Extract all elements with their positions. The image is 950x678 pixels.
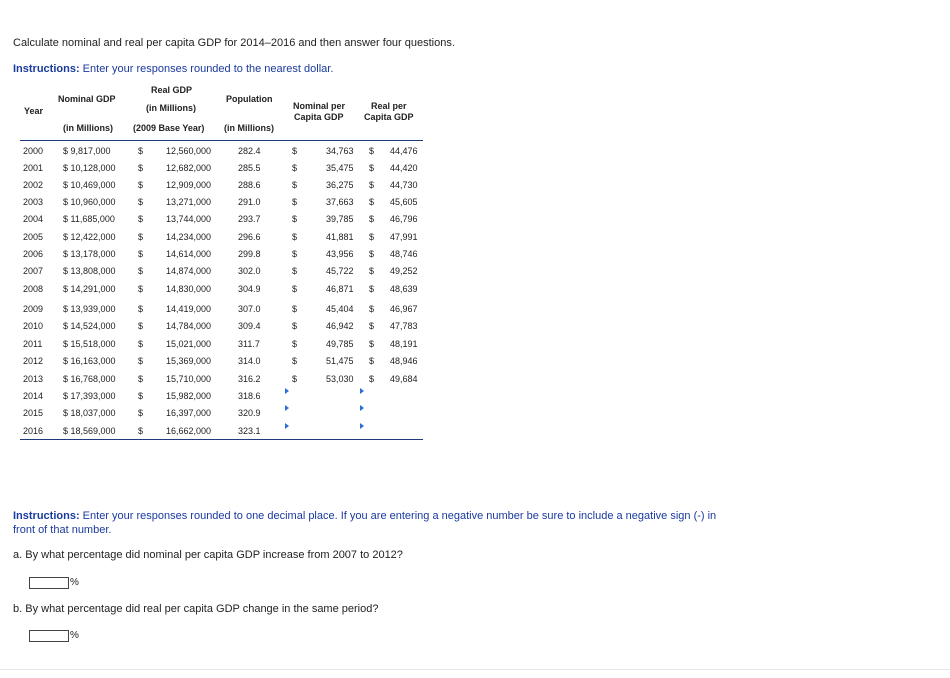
cell-nominal-pc-gdp: 46,942 bbox=[326, 321, 354, 331]
cell-real-pc-currency: $ bbox=[369, 163, 375, 173]
cell-nominal-gdp: $ 12,422,000 bbox=[63, 232, 116, 242]
cell-nominal-pc-currency: $ bbox=[292, 163, 298, 173]
cell-population: 282.4 bbox=[238, 146, 261, 156]
cell-year: 2009 bbox=[23, 304, 44, 314]
question-b: b. By what percentage did real per capita GDP change in the same period? bbox=[13, 603, 379, 615]
cell-real-pc-gdp: 46,796 bbox=[390, 214, 418, 224]
cell-real-pc-gdp: 48,946 bbox=[390, 356, 418, 366]
cell-nominal-gdp: $ 10,960,000 bbox=[63, 197, 116, 207]
cell-nominal-pc-gdp: 51,475 bbox=[326, 356, 354, 366]
header-nominal-gdp: Nominal GDP bbox=[58, 94, 116, 104]
cell-nominal-pc-currency: $ bbox=[292, 321, 298, 331]
cell-real-pc-gdp: 48,746 bbox=[390, 249, 418, 259]
instructions-text: Enter your responses rounded to the nearest dollar. bbox=[79, 63, 334, 75]
cell-nominal-gdp: $ 13,808,000 bbox=[63, 266, 116, 276]
cell-real-pc-gdp: 44,420 bbox=[390, 163, 418, 173]
answer-b-input[interactable] bbox=[29, 630, 69, 642]
cell-year: 2011 bbox=[23, 339, 43, 349]
cell-population: 311.7 bbox=[238, 339, 260, 349]
cell-real-pc-gdp: 48,191 bbox=[390, 339, 418, 349]
cell-nominal-gdp: $ 10,469,000 bbox=[63, 180, 116, 190]
cell-real-gdp: 15,710,000 bbox=[166, 374, 212, 384]
cell-population: 316.2 bbox=[238, 374, 261, 384]
percent-sign: % bbox=[70, 630, 79, 641]
cell-real-pc-gdp: 49,252 bbox=[390, 266, 418, 276]
cell-real-gdp: 14,830,000 bbox=[166, 284, 212, 294]
cell-real-gdp: 14,784,000 bbox=[166, 321, 212, 331]
header-real-pc-2: Capita GDP bbox=[364, 112, 414, 122]
cell-real-pc-currency: $ bbox=[369, 249, 375, 259]
cell-population: 307.0 bbox=[238, 304, 261, 314]
instructions-label: Instructions: bbox=[13, 510, 80, 522]
cell-real-gdp-currency: $ bbox=[138, 408, 144, 418]
cell-population: 302.0 bbox=[238, 266, 261, 276]
header-population: Population bbox=[226, 94, 273, 104]
cell-nominal-pc-gdp: 34,763 bbox=[326, 146, 354, 156]
cell-population: 323.1 bbox=[238, 426, 261, 436]
cell-population: 291.0 bbox=[238, 197, 261, 207]
header-real-gdp: Real GDP bbox=[151, 85, 193, 95]
header-nominal-pc-1: Nominal per bbox=[293, 101, 346, 111]
cell-nominal-gdp: $ 16,768,000 bbox=[63, 374, 116, 384]
cell-nominal-gdp: $ 17,393,000 bbox=[63, 391, 116, 401]
instructions-label: Instructions: bbox=[13, 63, 80, 75]
cell-real-gdp: 15,369,000 bbox=[166, 356, 212, 366]
cell-population: 299.8 bbox=[238, 249, 261, 259]
cell-year: 2016 bbox=[23, 426, 44, 436]
instructions-decimal bbox=[13, 509, 733, 537]
cell-real-gdp: 12,560,000 bbox=[166, 146, 212, 156]
nominal-pc-dropdown-arrow-icon[interactable] bbox=[285, 405, 289, 411]
real-pc-dropdown-arrow-icon[interactable] bbox=[360, 405, 364, 411]
cell-nominal-gdp: $ 13,939,000 bbox=[63, 304, 116, 314]
cell-year: 2005 bbox=[23, 232, 44, 242]
cell-real-gdp-currency: $ bbox=[138, 304, 144, 314]
cell-year: 2014 bbox=[23, 391, 44, 401]
cell-real-gdp-currency: $ bbox=[138, 163, 144, 173]
cell-nominal-pc-currency: $ bbox=[292, 304, 298, 314]
cell-nominal-pc-currency: $ bbox=[292, 284, 298, 294]
cell-year: 2012 bbox=[23, 356, 44, 366]
cell-nominal-pc-currency: $ bbox=[292, 197, 298, 207]
cell-real-pc-currency: $ bbox=[369, 304, 375, 314]
cell-population: 293.7 bbox=[238, 214, 261, 224]
cell-real-gdp-currency: $ bbox=[138, 146, 144, 156]
page-title: Calculate nominal and real per capita GDP for 2014–2016 and then answer four questions. bbox=[13, 37, 455, 49]
cell-real-gdp-currency: $ bbox=[138, 214, 144, 224]
cell-year: 2010 bbox=[23, 321, 44, 331]
cell-population: 318.6 bbox=[238, 391, 261, 401]
cell-real-gdp: 15,982,000 bbox=[166, 391, 212, 401]
header-real-pc-1: Real per bbox=[371, 101, 407, 111]
cell-population: 314.0 bbox=[238, 356, 261, 366]
cell-real-gdp-currency: $ bbox=[138, 339, 144, 349]
cell-real-gdp: 12,682,000 bbox=[166, 163, 212, 173]
cell-nominal-gdp: $ 14,524,000 bbox=[63, 321, 116, 331]
cell-real-gdp: 14,874,000 bbox=[166, 266, 212, 276]
cell-real-gdp-currency: $ bbox=[138, 180, 144, 190]
header-real-gdp-units: (in Millions) bbox=[146, 103, 196, 113]
cell-real-pc-gdp: 47,991 bbox=[390, 232, 418, 242]
cell-nominal-pc-currency: $ bbox=[292, 214, 298, 224]
real-pc-dropdown-arrow-icon[interactable] bbox=[360, 423, 364, 429]
cell-real-gdp-currency: $ bbox=[138, 249, 144, 259]
cell-real-pc-currency: $ bbox=[369, 232, 375, 242]
cell-year: 2015 bbox=[23, 408, 44, 418]
cell-real-pc-currency: $ bbox=[369, 321, 375, 331]
answer-a-input[interactable] bbox=[29, 577, 69, 589]
cell-real-pc-currency: $ bbox=[369, 214, 375, 224]
cell-real-pc-gdp: 48,639 bbox=[390, 284, 418, 294]
cell-nominal-pc-currency: $ bbox=[292, 249, 298, 259]
nominal-pc-dropdown-arrow-icon[interactable] bbox=[285, 388, 289, 394]
header-real-gdp-base: (2009 Base Year) bbox=[133, 123, 205, 133]
cell-nominal-gdp: $ 10,128,000 bbox=[63, 163, 116, 173]
cell-nominal-gdp: $ 15,518,000 bbox=[63, 339, 116, 349]
question-a: a. By what percentage did nominal per capita GDP increase from 2007 to 2012? bbox=[13, 549, 403, 561]
table-header-rule bbox=[20, 140, 423, 141]
cell-year: 2001 bbox=[23, 163, 44, 173]
header-year: Year bbox=[24, 106, 44, 116]
header-nominal-gdp-units: (in Millions) bbox=[63, 123, 113, 133]
cell-nominal-pc-gdp: 41,881 bbox=[326, 232, 354, 242]
cell-year: 2013 bbox=[23, 374, 44, 384]
cell-real-pc-gdp: 45,605 bbox=[390, 197, 418, 207]
cell-real-pc-currency: $ bbox=[369, 356, 375, 366]
cell-real-gdp: 16,662,000 bbox=[166, 426, 212, 436]
header-nominal-pc-2: Capita GDP bbox=[294, 112, 344, 122]
cell-year: 2003 bbox=[23, 197, 44, 207]
cell-real-gdp: 14,614,000 bbox=[166, 249, 212, 259]
cell-population: 320.9 bbox=[238, 408, 261, 418]
cell-population: 304.9 bbox=[238, 284, 261, 294]
divider bbox=[0, 669, 950, 670]
cell-real-gdp: 13,271,000 bbox=[166, 197, 212, 207]
cell-nominal-pc-currency: $ bbox=[292, 266, 298, 276]
cell-real-pc-currency: $ bbox=[369, 339, 375, 349]
real-pc-dropdown-arrow-icon[interactable] bbox=[360, 388, 364, 394]
cell-nominal-pc-currency: $ bbox=[292, 180, 298, 190]
cell-nominal-gdp: $ 18,569,000 bbox=[63, 426, 116, 436]
cell-real-gdp-currency: $ bbox=[138, 374, 144, 384]
cell-year: 2002 bbox=[23, 180, 44, 190]
cell-nominal-pc-gdp: 39,785 bbox=[326, 214, 354, 224]
cell-real-gdp-currency: $ bbox=[138, 266, 144, 276]
cell-year: 2007 bbox=[23, 266, 44, 276]
cell-nominal-gdp: $ 14,291,000 bbox=[63, 284, 116, 294]
cell-real-gdp-currency: $ bbox=[138, 426, 144, 436]
cell-real-pc-currency: $ bbox=[369, 374, 375, 384]
cell-nominal-gdp: $ 18,037,000 bbox=[63, 408, 116, 418]
cell-real-pc-gdp: 44,730 bbox=[390, 180, 418, 190]
header-population-units: (in Millions) bbox=[224, 123, 274, 133]
cell-year: 2006 bbox=[23, 249, 44, 259]
cell-real-pc-gdp: 49,684 bbox=[390, 374, 418, 384]
cell-nominal-pc-gdp: 49,785 bbox=[326, 339, 354, 349]
cell-nominal-pc-gdp: 53,030 bbox=[326, 374, 354, 384]
cell-real-gdp: 13,744,000 bbox=[166, 214, 212, 224]
cell-nominal-pc-gdp: 35,475 bbox=[326, 163, 354, 173]
cell-real-pc-currency: $ bbox=[369, 180, 375, 190]
cell-nominal-pc-currency: $ bbox=[292, 146, 298, 156]
table-bottom-rule bbox=[20, 439, 423, 440]
cell-real-gdp: 12,909,000 bbox=[166, 180, 212, 190]
cell-population: 285.5 bbox=[238, 163, 261, 173]
cell-real-pc-gdp: 47,783 bbox=[390, 321, 418, 331]
cell-real-pc-gdp: 44,476 bbox=[390, 146, 418, 156]
instructions-rounding bbox=[13, 63, 333, 75]
cell-real-gdp-currency: $ bbox=[138, 321, 144, 331]
nominal-pc-dropdown-arrow-icon[interactable] bbox=[285, 423, 289, 429]
cell-year: 2008 bbox=[23, 284, 44, 294]
cell-real-gdp-currency: $ bbox=[138, 284, 144, 294]
cell-population: 309.4 bbox=[238, 321, 261, 331]
cell-nominal-pc-currency: $ bbox=[292, 374, 298, 384]
cell-nominal-pc-currency: $ bbox=[292, 339, 298, 349]
cell-real-gdp: 15,021,000 bbox=[166, 339, 212, 349]
cell-real-gdp-currency: $ bbox=[138, 232, 144, 242]
cell-real-gdp-currency: $ bbox=[138, 356, 144, 366]
percent-sign: % bbox=[70, 577, 79, 588]
cell-nominal-pc-gdp: 45,722 bbox=[326, 266, 354, 276]
instructions-text: Enter your responses rounded to one decimal place. If you are entering a negative number be sure to include a negative sign (-) in front of that number. bbox=[13, 510, 717, 536]
cell-nominal-pc-gdp: 36,275 bbox=[326, 180, 354, 190]
cell-real-pc-gdp: 46,967 bbox=[390, 304, 418, 314]
cell-nominal-pc-currency: $ bbox=[292, 356, 298, 366]
cell-nominal-pc-gdp: 37,663 bbox=[326, 197, 354, 207]
cell-population: 288.6 bbox=[238, 180, 261, 190]
cell-nominal-gdp: $ 9,817,000 bbox=[63, 146, 111, 156]
cell-nominal-gdp: $ 13,178,000 bbox=[63, 249, 116, 259]
cell-real-pc-currency: $ bbox=[369, 197, 375, 207]
cell-nominal-gdp: $ 11,685,000 bbox=[63, 214, 115, 224]
cell-nominal-pc-gdp: 45,404 bbox=[326, 304, 354, 314]
cell-nominal-pc-gdp: 46,871 bbox=[326, 284, 354, 294]
cell-nominal-gdp: $ 16,163,000 bbox=[63, 356, 116, 366]
cell-real-gdp: 14,234,000 bbox=[166, 232, 212, 242]
cell-real-pc-currency: $ bbox=[369, 266, 375, 276]
cell-real-gdp: 14,419,000 bbox=[166, 304, 212, 314]
cell-year: 2000 bbox=[23, 146, 44, 156]
cell-year: 2004 bbox=[23, 214, 44, 224]
cell-real-gdp: 16,397,000 bbox=[166, 408, 212, 418]
cell-population: 296.6 bbox=[238, 232, 261, 242]
cell-nominal-pc-gdp: 43,956 bbox=[326, 249, 354, 259]
cell-nominal-pc-currency: $ bbox=[292, 232, 298, 242]
cell-real-pc-currency: $ bbox=[369, 146, 375, 156]
cell-real-gdp-currency: $ bbox=[138, 197, 144, 207]
cell-real-pc-currency: $ bbox=[369, 284, 375, 294]
cell-real-gdp-currency: $ bbox=[138, 391, 144, 401]
